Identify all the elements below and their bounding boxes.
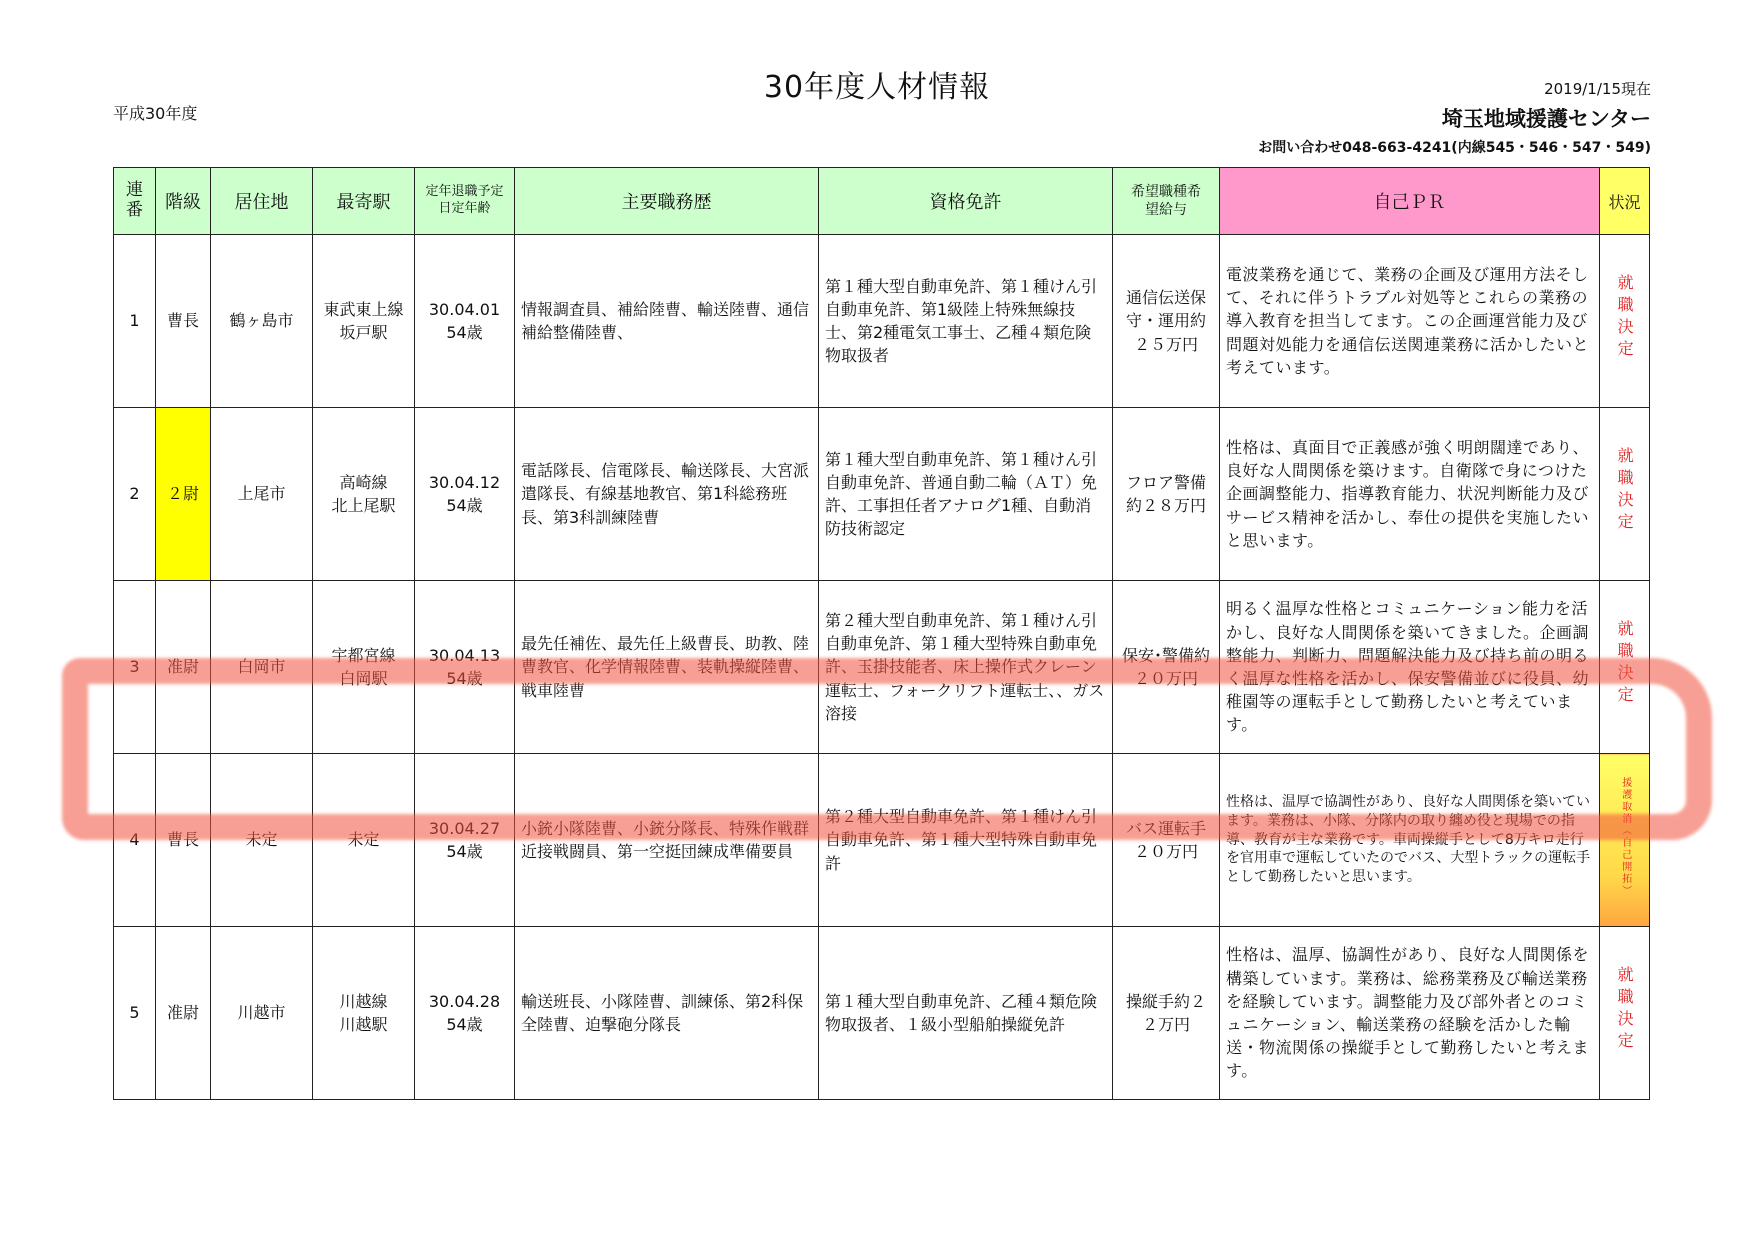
row-rank: 准尉 <box>156 927 211 1100</box>
row-duties: 最先任補佐、最先任上級曹長、助教、陸曹教官、化学情報陸曹、装軌操縦陸曹、戦車陸曹 <box>515 581 819 754</box>
row-duties: 輸送班長、小隊陸曹、訓練係、第2科保全陸曹、迫撃砲分隊長 <box>515 927 819 1100</box>
row-wish: 通信伝送保守・運用約２５万円 <box>1113 235 1220 408</box>
as-of-date: 2019/1/15現在 <box>1544 80 1651 98</box>
row-station <box>313 581 415 754</box>
row-licenses: 第１種大型自動車免許、乙種４類危険物取扱者、１級小型船舶操縦免許 <box>819 927 1113 1100</box>
status-text: 就職決定 <box>1615 965 1635 1054</box>
station-name: 白岡駅 <box>339 669 388 688</box>
row-wish: 操縦手約２２万円 <box>1113 927 1220 1100</box>
station-line: 未定 <box>347 830 380 850</box>
fiscal-year: 平成30年度 <box>113 104 198 123</box>
row-licenses: 第２種大型自動車免許、第１種けん引自動車免許、第１種大型特殊自動車免許 <box>819 754 1113 927</box>
station-line: 東武東上線 <box>323 299 404 319</box>
row-station <box>313 235 415 408</box>
row-licenses: 第２種大型自動車免許、第１種けん引自動車免許、第１種大型特殊自動車免許、玉掛技能者、床上操作式クレーン運転士、フォークリフト運転士、、ガス溶接 <box>819 581 1113 754</box>
organization-name: 埼玉地域援護センター <box>1441 107 1651 131</box>
col-header-duties: 主要職務歴 <box>515 168 819 235</box>
row-rank: ２尉 <box>156 408 211 581</box>
row-status <box>1600 927 1650 1100</box>
row-pr: 性格は、温厚で協調性があり、良好な人間関係を築いています。業務は、小隊、分隊内の取り纏め役と現場での指導、教育が主な業務です。車両操縦手として8万キロ走行を官用車で運転していたのでバス、大型トラックの運転手として勤務したいと思います。 <box>1220 754 1600 927</box>
col-header-licenses: 資格免許 <box>819 168 1113 235</box>
table-row <box>114 581 1650 754</box>
retire-age: 54歳 <box>446 669 483 688</box>
row-residence: 鶴ヶ島市 <box>211 235 313 408</box>
station-name: 川越駅 <box>339 1015 388 1034</box>
row-station <box>313 754 415 927</box>
row-status <box>1600 581 1650 754</box>
row-residence: 川越市 <box>211 927 313 1100</box>
status-text: 就職決定 <box>1615 446 1635 535</box>
row-pr: 電波業務を通じて、業務の企画及び運用方法そして、それに伴うトラブル対処等とこれらの業務の導入教育を担当してます。この企画運営能力及び問題対処能力を通信伝送関連業務に活かしたいと考えています。 <box>1220 235 1600 408</box>
col-header-status: 状況 <box>1600 168 1650 235</box>
retire-date: 30.04.27 <box>428 818 501 838</box>
header-info <box>1258 78 1651 157</box>
row-retire <box>415 927 515 1100</box>
row-no: 5 <box>114 927 156 1100</box>
col-header-residence: 居住地 <box>211 168 313 235</box>
row-status <box>1600 235 1650 408</box>
row-no: 1 <box>114 235 156 408</box>
row-duties: 小銃小隊陸曹、小銃分隊長、特殊作戦群近接戦闘員、第一空挺団練成準備要員 <box>515 754 819 927</box>
table-header-row <box>114 168 1650 235</box>
status-text: 就職決定 <box>1615 619 1635 708</box>
row-wish: フロア警備約２８万円 <box>1113 408 1220 581</box>
table-row <box>114 754 1650 927</box>
row-pr: 性格は、真面目で正義感が強く明朗闊達であり、良好な人間関係を築けます。自衛隊で身につけた企画調整能力、指導教育能力、状況判断能力及びサービス精神を活かし、奉仕の提供を実施したいと思います。 <box>1220 408 1600 581</box>
retire-date: 30.04.13 <box>428 645 501 665</box>
row-no: 3 <box>114 581 156 754</box>
col-header-pr: 自己ＰＲ <box>1220 168 1600 235</box>
table-row <box>114 408 1650 581</box>
row-retire <box>415 408 515 581</box>
row-rank: 曹長 <box>156 754 211 927</box>
retire-date: 30.04.28 <box>428 991 501 1011</box>
station-name: 北上尾駅 <box>331 496 396 515</box>
row-rank: 曹長 <box>156 235 211 408</box>
table-row <box>114 927 1650 1100</box>
col-header-retire: 定年退職予定日定年齢 <box>415 168 515 235</box>
retire-age: 54歳 <box>446 842 483 861</box>
row-wish: バス運転手２０万円 <box>1113 754 1220 927</box>
station-line: 高崎線 <box>339 472 388 492</box>
row-retire <box>415 581 515 754</box>
status-text: 就職決定 <box>1615 273 1635 362</box>
row-pr: 性格は、温厚、協調性があり、良好な人間関係を構築しています。業務は、総務業務及び輸送業務を経験しています。調整能力及び部外者とのコミュニケーション、輸送業務の経験を活かした輸送・物流関係の操縦手として勤務したいと考えます。 <box>1220 927 1600 1100</box>
station-line: 宇都宮線 <box>331 645 396 665</box>
row-residence: 未定 <box>211 754 313 927</box>
retire-date: 30.04.12 <box>428 472 501 492</box>
row-no: 4 <box>114 754 156 927</box>
retire-age: 54歳 <box>446 496 483 515</box>
row-duties: 情報調査員、補給陸曹、輸送陸曹、通信補給整備陸曹、 <box>515 235 819 408</box>
row-pr: 明るく温厚な性格とコミュニケーション能力を活かし、良好な人間関係を築いてきました。企画調整能力、判断力、問題解決能力及び持ち前の明るく温厚な性格を活かし、保安警備並びに役員、幼稚園等の運転手として勤務したいと考えています。 <box>1220 581 1600 754</box>
col-header-station: 最寄駅 <box>313 168 415 235</box>
row-station <box>313 408 415 581</box>
row-rank: 准尉 <box>156 581 211 754</box>
col-header-rank: 階級 <box>156 168 211 235</box>
row-no: 2 <box>114 408 156 581</box>
row-retire <box>415 235 515 408</box>
row-licenses: 第１種大型自動車免許、第１種けん引自動車免許、第1級陸上特殊無線技士、第2種電気工事士、乙種４類危険物取扱者 <box>819 235 1113 408</box>
row-status <box>1600 754 1650 927</box>
row-residence: 上尾市 <box>211 408 313 581</box>
row-station <box>313 927 415 1100</box>
retire-age: 54歳 <box>446 323 483 342</box>
col-header-no: 連番 <box>114 168 156 235</box>
personnel-table <box>113 167 1650 1100</box>
row-residence: 白岡市 <box>211 581 313 754</box>
row-retire <box>415 754 515 927</box>
row-status <box>1600 408 1650 581</box>
col-header-wish: 希望職種希望給与 <box>1113 168 1220 235</box>
station-line: 川越線 <box>339 991 388 1011</box>
retire-age: 54歳 <box>446 1015 483 1034</box>
table-row <box>114 235 1650 408</box>
retire-date: 30.04.01 <box>428 299 501 319</box>
status-text: 援護取消（自己開拓） <box>1619 777 1631 898</box>
contact-info: お問い合わせ048-663-4241(内線545・546・547・549) <box>1258 140 1651 156</box>
page-title: 30年度人材情報 <box>763 70 991 105</box>
station-name: 坂戸駅 <box>339 323 388 342</box>
row-duties: 電話隊長、信電隊長、輸送隊長、大宮派遣隊長、有線基地教官、第1科総務班長、第3科訓練陸曹 <box>515 408 819 581</box>
row-licenses: 第１種大型自動車免許、第１種けん引自動車免許、普通自動二輪（ＡＴ）免許、工事担任者アナログ1種、自動消防技術認定 <box>819 408 1113 581</box>
row-wish: 保安･警備約２０万円 <box>1113 581 1220 754</box>
